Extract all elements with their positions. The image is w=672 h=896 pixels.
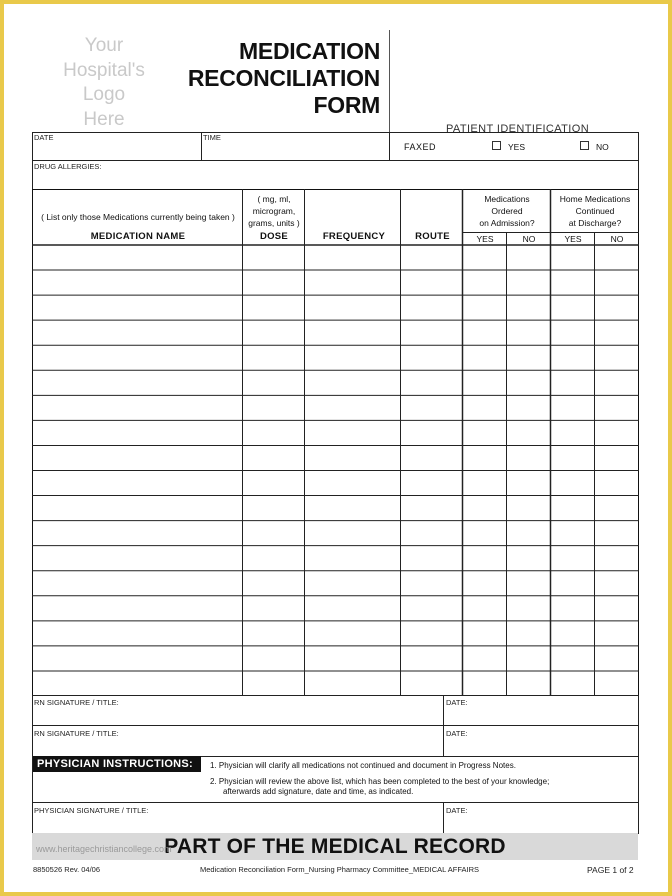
admission-yes-header: YES [476, 234, 494, 244]
watermark-text: www.heritagechristiancollege.com [36, 844, 172, 854]
title-divider [389, 30, 390, 136]
patient-identification-label: PATIENT IDENTIFICATION [446, 123, 590, 135]
physician-instructions-label: PHYSICIAN INSTRUCTIONS: [33, 756, 201, 772]
faxed-field: FAXED YES NO [389, 132, 639, 161]
discharge-header: Home Medications Continued at Discharge? [559, 194, 631, 228]
form-title: MEDICATION RECONCILIATION FORM [187, 38, 380, 118]
medication-name-note: ( List only those Medications currently being taken ) [41, 212, 235, 222]
route-header: ROUTE [415, 231, 450, 242]
dose-header: DOSE [259, 231, 289, 242]
instruction-1: 1. Physician will clarify all medications not continued and document in Progress Notes. [210, 761, 516, 770]
table-grid [32, 189, 639, 696]
hospital-logo-placeholder: Your Hospital's Logo Here [63, 35, 145, 130]
rn-signature-row-2: RN SIGNATURE / TITLE: DATE: [32, 725, 639, 757]
discharge-no-header: NO [610, 234, 624, 244]
time-field[interactable]: TIME [201, 132, 390, 161]
faxed-yes-checkbox[interactable] [492, 141, 501, 150]
rn-signature-row-1: RN SIGNATURE / TITLE: DATE: [32, 695, 639, 726]
instruction-2-continued: afterwards add signature, date and time, as indicated. [223, 787, 414, 796]
medical-record-banner: PART OF THE MEDICAL RECORD [32, 833, 638, 860]
admission-no-header: NO [522, 234, 536, 244]
frequency-header: FREQUENCY [322, 231, 386, 242]
medication-name-header: MEDICATION NAME [90, 231, 186, 242]
faxed-label: FAXED [404, 142, 437, 152]
dose-note: ( mg, ml, microgram, grams, units ) [248, 194, 300, 228]
form-page [4, 4, 668, 892]
date-field[interactable]: DATE [32, 132, 202, 161]
drug-allergies-field[interactable]: DRUG ALLERGIES: [32, 160, 639, 190]
physician-signature-row: PHYSICIAN SIGNATURE / TITLE: DATE: [32, 802, 639, 834]
footer-form-description: Medication Reconciliation Form_Nursing Pharmacy Committee_MEDICAL AFFAIRS [200, 865, 479, 874]
faxed-no-checkbox[interactable] [580, 141, 589, 150]
instruction-2: 2. Physician will review the above list, which has been completed to the best of your knowledge; [210, 777, 550, 786]
discharge-yes-header: YES [564, 234, 582, 244]
admission-header: Medications Ordered on Admission? [479, 194, 535, 228]
medication-table [32, 189, 639, 696]
footer-page-number: PAGE 1 of 2 [587, 865, 634, 875]
footer-form-code: 8850526 Rev. 04/06 [33, 865, 100, 874]
